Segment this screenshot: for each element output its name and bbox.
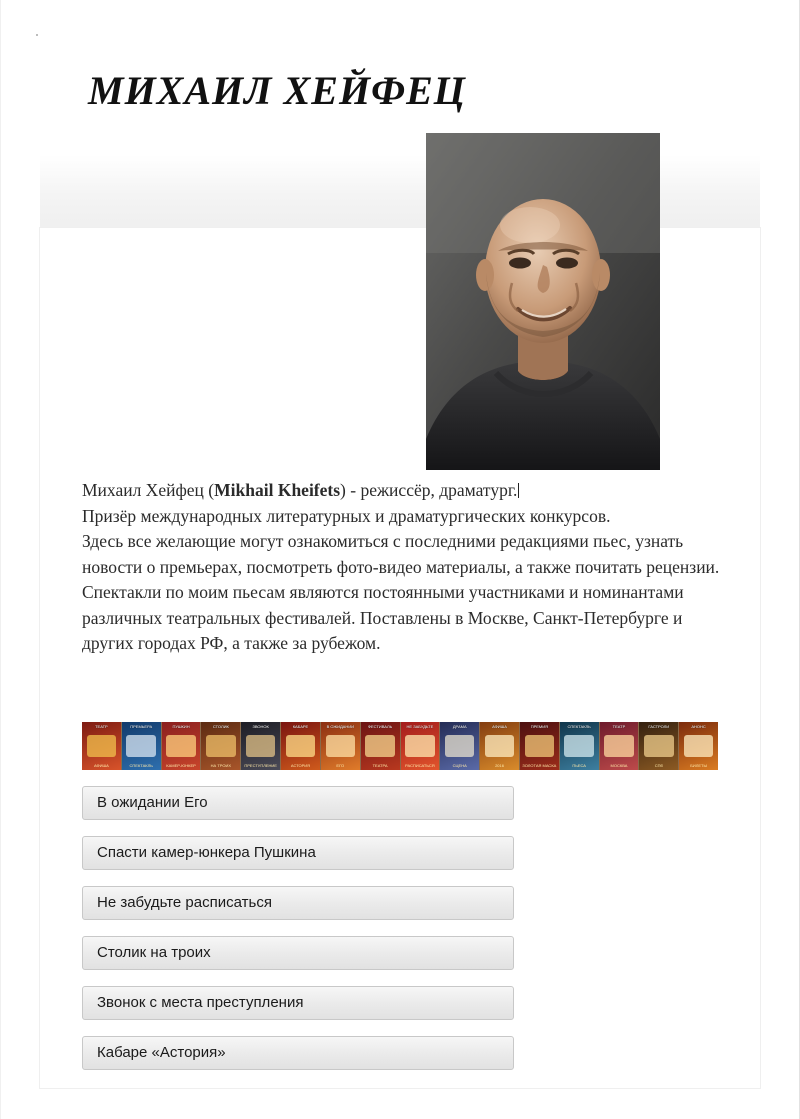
bio-paragraph-3: Здесь все желающие могут ознакомиться с последними редакциями пьес, узнать новости о премьерах, посмотреть фото-видео материалы, а также почитать рецензии.: [82, 531, 720, 577]
poster-title-top: КАБАРЕ: [292, 724, 309, 729]
play-button-1[interactable]: В ожидании Его: [82, 786, 514, 820]
poster-title-bottom: МОСКВА: [610, 763, 628, 768]
poster-title-top: ПРЕМИЯ: [530, 724, 548, 729]
poster-artwork: [564, 735, 593, 756]
poster-thumbnail[interactable]: [440, 722, 479, 770]
poster-title-top: ПУШКИН: [172, 724, 190, 729]
poster-thumbnail[interactable]: [162, 722, 201, 770]
poster-title-top: АНОНС: [691, 724, 706, 729]
poster-thumbnail[interactable]: [480, 722, 519, 770]
bio-line-1: [82, 478, 722, 504]
bio-paragraph-2: Призёр международных литературных и драматургических конкурсов.: [82, 505, 611, 526]
text-caret: [518, 483, 519, 498]
poster-title-top: ДРАМА: [452, 724, 467, 729]
poster-artwork: [246, 735, 275, 756]
poster-title-bottom: АФИША: [94, 763, 109, 768]
poster-thumbnail[interactable]: [520, 722, 559, 770]
poster-title-bottom: ПЬЕСА: [572, 763, 586, 768]
bio-name-suffix: ) - режиссёр, драматург.: [340, 480, 518, 500]
biography-text: [82, 478, 722, 657]
poster-thumbnail[interactable]: [401, 722, 440, 770]
poster-artwork: [684, 735, 713, 756]
poster-artwork: [644, 735, 673, 756]
bio-paragraph-4: Спектакли по моим пьесам являются постоянными участниками и номинантами различных театральных фестивалей. Поставлены в Москве, Санкт-Петербурге и других городах РФ, а также за рубежом.: [82, 582, 684, 653]
poster-artwork: [405, 735, 434, 756]
portrait-photo: [426, 133, 660, 470]
poster-title-top: АФИША: [492, 724, 507, 729]
poster-title-bottom: РАСПИСАТЬСЯ: [405, 763, 435, 768]
poster-thumbnail[interactable]: [122, 722, 161, 770]
poster-title-bottom: ЕГО: [336, 763, 345, 768]
poster-thumbnail[interactable]: [361, 722, 400, 770]
corner-dot-mark: [36, 34, 38, 36]
play-button-4[interactable]: Столик на троих: [82, 936, 514, 970]
poster-title-top: ПРЕМЬЕРА: [130, 724, 153, 729]
poster-artwork: [206, 735, 235, 756]
poster-artwork: [525, 735, 554, 756]
poster-thumbnail[interactable]: [321, 722, 360, 770]
poster-title-top: СПЕКТАКЛЬ: [567, 724, 591, 729]
poster-title-top: ГАСТРОЛИ: [648, 724, 670, 729]
poster-artwork: [365, 735, 394, 756]
poster-artwork: [87, 735, 116, 756]
poster-artwork: [604, 735, 633, 756]
poster-title-top: ТЕАТР: [95, 724, 108, 729]
bio-name-latin: Mikhail Kheifets: [214, 480, 341, 500]
poster-title-top: ФЕСТИВАЛЬ: [367, 724, 393, 729]
poster-title-bottom: 2016: [495, 763, 504, 768]
poster-thumbnail[interactable]: [600, 722, 639, 770]
poster-title-bottom: СЦЕНА: [452, 763, 467, 768]
poster-title-bottom: АСТОРИЯ: [290, 763, 311, 768]
play-links-list: [82, 786, 514, 1086]
poster-thumbnail[interactable]: [560, 722, 599, 770]
poster-thumbnail[interactable]: [679, 722, 718, 770]
poster-title-bottom: СПб: [654, 763, 663, 768]
play-button-3[interactable]: Не забудьте расписаться: [82, 886, 514, 920]
poster-title-bottom: ПРЕСТУПЛЕНИЕ: [244, 763, 277, 768]
poster-artwork: [166, 735, 195, 756]
poster-thumbnail[interactable]: [241, 722, 280, 770]
play-button-2[interactable]: Спасти камер-юнкера Пушкина: [82, 836, 514, 870]
poster-artwork: [286, 735, 315, 756]
poster-title-bottom: ЗОЛОТАЯ МАСКА: [522, 763, 557, 768]
poster-thumbnail-strip[interactable]: [82, 722, 718, 770]
poster-title-bottom: НА ТРОИХ: [210, 763, 232, 768]
poster-artwork: [126, 735, 155, 756]
poster-title-bottom: КАМЕР-ЮНКЕР: [166, 763, 196, 768]
poster-thumbnail[interactable]: [281, 722, 320, 770]
poster-title-top: В ОЖИДАНИИ: [326, 724, 354, 729]
poster-artwork: [445, 735, 474, 756]
play-button-5[interactable]: Звонок с места преступления: [82, 986, 514, 1020]
poster-thumbnail[interactable]: [82, 722, 121, 770]
poster-thumbnail[interactable]: [201, 722, 240, 770]
poster-artwork: [485, 735, 514, 756]
poster-title-bottom: БИЛЕТЫ: [690, 763, 707, 768]
poster-title-top: ЗВОНОК: [252, 724, 269, 729]
page-title: МИХАИЛ ХЕЙФЕЦ: [88, 67, 466, 113]
poster-title-top: ТЕАТР: [612, 724, 626, 729]
poster-artwork: [326, 735, 355, 756]
poster-title-top: НЕ ЗАБУДЬТЕ: [406, 724, 434, 729]
poster-title-top: СТОЛИК: [212, 724, 229, 729]
poster-title-bottom: СПЕКТАКЛЬ: [129, 763, 153, 768]
bio-name-prefix: Михаил Хейфец (: [82, 480, 215, 500]
play-button-6[interactable]: Кабаре «Астория»: [82, 1036, 514, 1070]
poster-thumbnail[interactable]: [639, 722, 678, 770]
page-left-border: [0, 0, 1, 1119]
poster-title-bottom: ТЕАТРА: [372, 763, 388, 768]
